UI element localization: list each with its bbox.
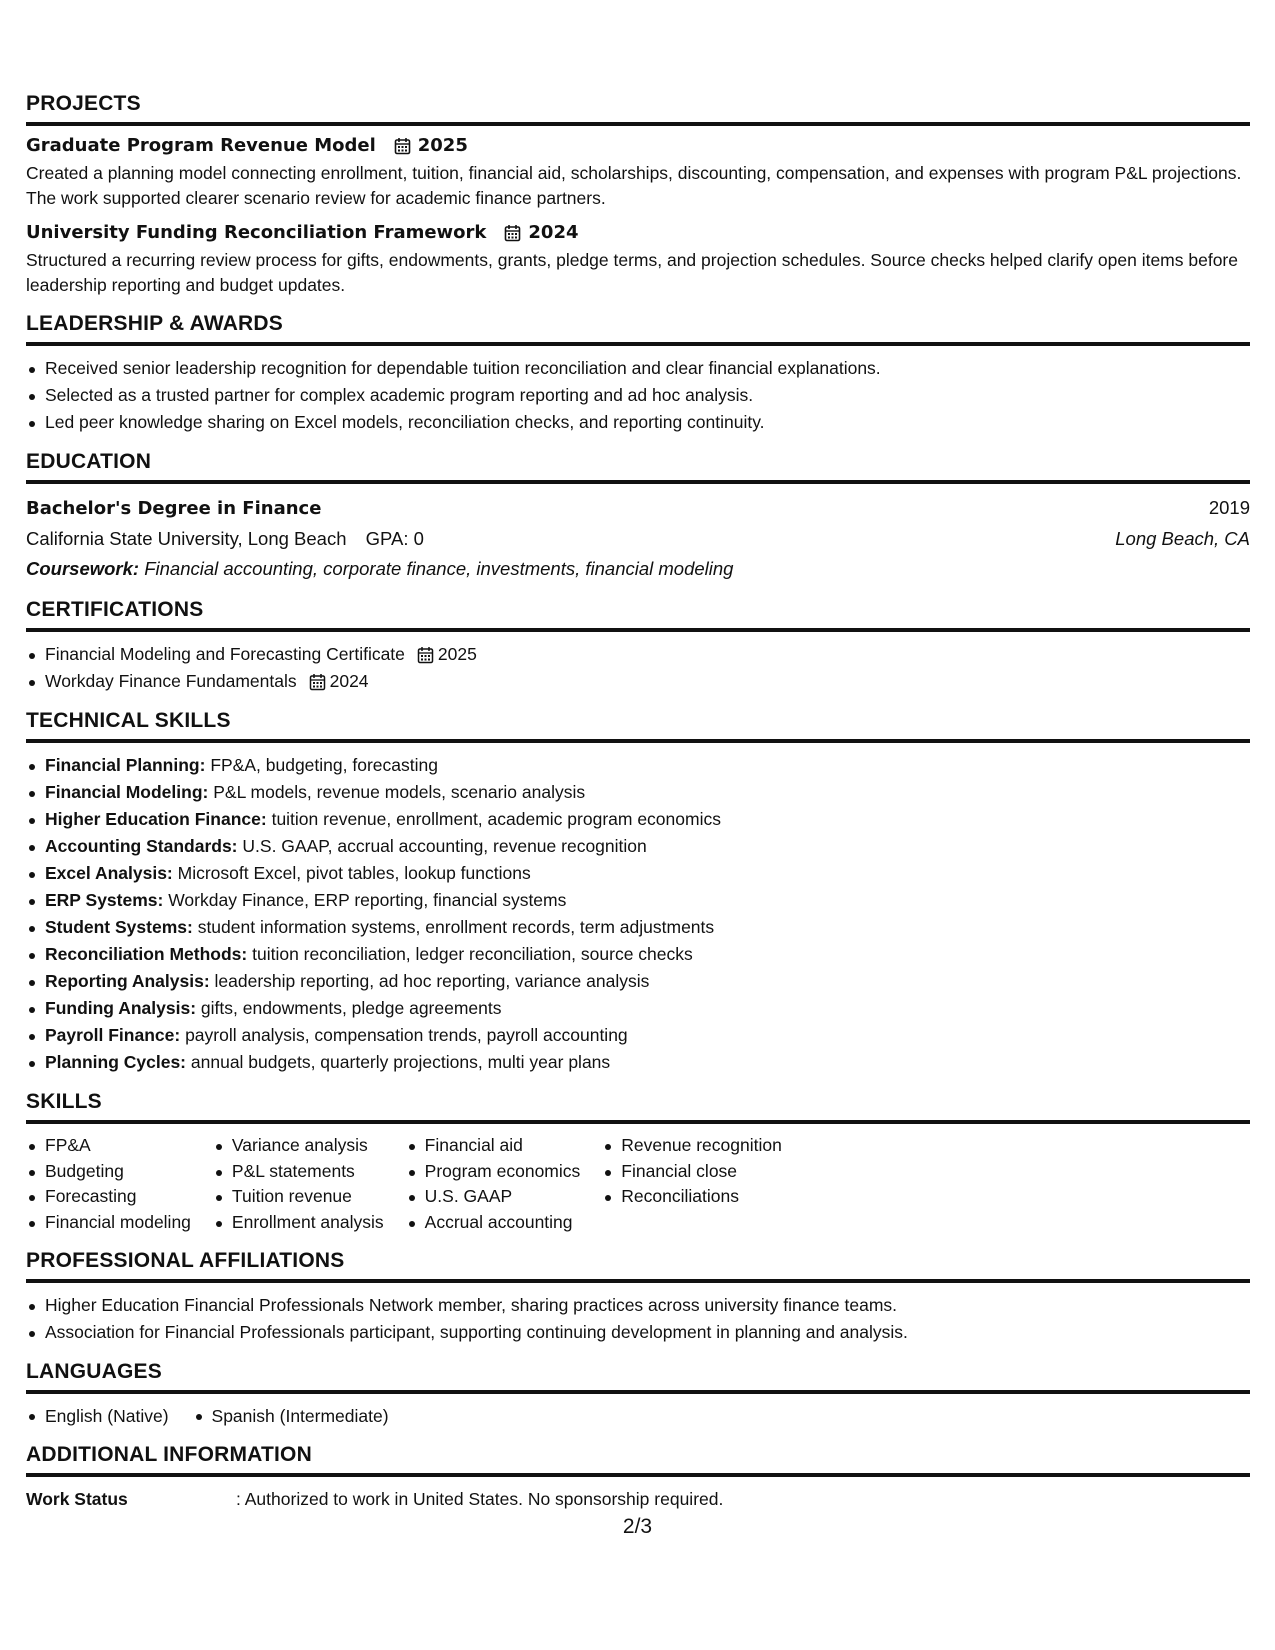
education-year: 2019 — [1208, 497, 1250, 518]
list-item: Higher Education Financial Professionals Network member, sharing practices across university finance teams. — [26, 1292, 1250, 1319]
education-coursework — [26, 554, 1250, 584]
technical-skill-value: annual budgets, quarterly projections, multi year plans — [190, 1052, 611, 1072]
technical-skill-label: Planning Cycles: — [45, 1052, 187, 1072]
technical-skill-label: Reconciliation Methods: — [45, 944, 248, 964]
project-description: Structured a recurring review process for gifts, endowments, grants, pledge terms, and projection schedules. Source checks helped clarify open items before leadership reporting and budget updates. — [26, 250, 1238, 295]
additional-section — [26, 1443, 1250, 1512]
page-number: 2/3 — [622, 1515, 653, 1538]
education-gpa: GPA: 0 — [365, 528, 424, 549]
technical-skill-value: leadership reporting, ad hoc reporting, variance analysis — [214, 971, 650, 991]
calendar-icon — [394, 137, 411, 155]
skill-item: Budgeting — [26, 1159, 191, 1185]
project-title: University Funding Reconciliation Framework — [26, 222, 487, 243]
skill-item: U.S. GAAP — [406, 1184, 581, 1210]
calendar-icon — [417, 646, 434, 664]
technical-skill-item — [26, 752, 1250, 779]
work-status-label: Work Status — [26, 1489, 128, 1510]
technical-skill-value: tuition revenue, enrollment, academic program economics — [271, 809, 721, 829]
certification-year: 2024 — [329, 671, 369, 691]
technical-skill-label: Student Systems: — [45, 917, 193, 937]
list-item: Selected as a trusted partner for complex academic program reporting and ad hoc analysis. — [26, 382, 1250, 409]
skill-item: P&L statements — [213, 1159, 384, 1185]
calendar-icon — [309, 673, 326, 691]
technical-skill-label: Financial Modeling: — [45, 782, 209, 802]
technical-skill-label: Payroll Finance: — [45, 1025, 181, 1045]
technical-skill-item — [26, 1049, 1250, 1076]
section-title-additional: ADDITIONAL INFORMATION — [26, 1443, 1250, 1477]
technical-skill-value: Microsoft Excel, pivot tables, lookup functions — [177, 863, 531, 883]
section-title-technical-skills: TECHNICAL SKILLS — [26, 709, 1250, 743]
section-title-certifications: CERTIFICATIONS — [26, 598, 1250, 632]
project-item — [26, 222, 1250, 298]
technical-skill-label: Higher Education Finance: — [45, 809, 267, 829]
technical-skill-label: Financial Planning: — [45, 755, 206, 775]
technical-skill-label: Reporting Analysis: — [45, 971, 210, 991]
list-item: Led peer knowledge sharing on Excel models, reconciliation checks, and reporting continuity. — [26, 409, 1250, 436]
skill-item: Program economics — [406, 1159, 581, 1185]
skill-item: Tuition revenue — [213, 1184, 384, 1210]
skills-column — [406, 1133, 581, 1235]
certification-year: 2025 — [437, 644, 477, 664]
skill-item: Enrollment analysis — [213, 1210, 384, 1236]
education-section — [26, 450, 1250, 584]
skill-item: Revenue recognition — [602, 1133, 782, 1159]
languages-section — [26, 1360, 1250, 1429]
project-item — [26, 135, 1250, 211]
technical-skill-item — [26, 779, 1250, 806]
projects-section — [26, 92, 1250, 298]
skill-item: Accrual accounting — [406, 1210, 581, 1236]
skill-item: Financial modeling — [26, 1210, 191, 1236]
education-school: California State University, Long Beach — [26, 528, 347, 549]
technical-skill-item — [26, 995, 1250, 1022]
technical-skills-list — [26, 752, 1250, 1076]
project-description: Created a planning model connecting enrollment, tuition, financial aid, scholarships, discounting, compensation, and expenses with program P&L projections. The work supported clearer scenario review for academic finance partners. — [26, 163, 1242, 208]
education-location: Long Beach, CA — [1115, 528, 1250, 549]
technical-skill-item — [26, 860, 1250, 887]
technical-skill-item — [26, 968, 1250, 995]
project-year: 2025 — [417, 135, 468, 156]
section-title-languages: LANGUAGES — [26, 1360, 1250, 1394]
skill-item: Financial close — [602, 1159, 782, 1185]
technical-skill-value: student information systems, enrollment records, term adjustments — [197, 917, 715, 937]
technical-skill-item — [26, 914, 1250, 941]
technical-skill-value: gifts, endowments, pledge agreements — [200, 998, 502, 1018]
technical-skill-item — [26, 833, 1250, 860]
technical-skill-value: payroll analysis, compensation trends, payroll accounting — [185, 1025, 628, 1045]
certification-name: Workday Finance Fundamentals — [45, 671, 297, 691]
certification-item — [26, 641, 1250, 668]
section-title-projects: PROJECTS — [26, 92, 1250, 126]
project-year: 2024 — [528, 222, 579, 243]
skills-column — [602, 1133, 782, 1235]
technical-skill-label: Excel Analysis: — [45, 863, 173, 883]
list-item: Association for Financial Professionals participant, supporting continuing development in planning and analysis. — [26, 1319, 1250, 1346]
work-status-value: : Authorized to work in United States. No sponsorship required. — [236, 1489, 724, 1510]
project-title: Graduate Program Revenue Model — [26, 135, 376, 156]
list-item: Received senior leadership recognition for dependable tuition reconciliation and clear financial explanations. — [26, 355, 1250, 382]
coursework-text: Financial accounting, corporate finance, investments, financial modeling — [144, 558, 734, 579]
affiliations-section — [26, 1249, 1250, 1346]
section-title-leadership: LEADERSHIP & AWARDS — [26, 312, 1250, 346]
technical-skill-value: tuition reconciliation, ledger reconciliation, source checks — [252, 944, 693, 964]
technical-skills-section — [26, 709, 1250, 1076]
language-item: English (Native) — [26, 1403, 169, 1429]
technical-skill-label: Funding Analysis: — [45, 998, 197, 1018]
section-title-skills: SKILLS — [26, 1090, 1250, 1124]
skill-item: Variance analysis — [213, 1133, 384, 1159]
leadership-section — [26, 312, 1250, 436]
section-title-affiliations: PROFESSIONAL AFFILIATIONS — [26, 1249, 1250, 1283]
technical-skill-value: FP&A, budgeting, forecasting — [210, 755, 438, 775]
skill-item: Forecasting — [26, 1184, 191, 1210]
skill-item: Financial aid — [406, 1133, 581, 1159]
technical-skill-label: ERP Systems: — [45, 890, 164, 910]
technical-skill-item — [26, 1022, 1250, 1049]
technical-skill-value: P&L models, revenue models, scenario analysis — [213, 782, 586, 802]
technical-skill-value: U.S. GAAP, accrual accounting, revenue recognition — [242, 836, 647, 856]
technical-skill-item — [26, 887, 1250, 914]
skills-column — [26, 1133, 191, 1235]
skills-grid — [26, 1133, 1250, 1235]
skill-item: FP&A — [26, 1133, 191, 1159]
skill-item: Reconciliations — [602, 1184, 782, 1210]
resume-page — [26, 92, 1250, 1526]
technical-skill-value: Workday Finance, ERP reporting, financial systems — [168, 890, 567, 910]
technical-skill-item — [26, 806, 1250, 833]
coursework-label: Coursework: — [26, 558, 140, 579]
calendar-icon — [504, 224, 521, 242]
section-title-education: EDUCATION — [26, 450, 1250, 484]
skills-section — [26, 1090, 1250, 1235]
language-item: Spanish (Intermediate) — [193, 1403, 389, 1429]
education-degree: Bachelor's Degree in Finance — [26, 498, 322, 519]
technical-skill-label: Accounting Standards: — [45, 836, 238, 856]
certification-item — [26, 668, 1250, 695]
certifications-section — [26, 598, 1250, 695]
skills-column — [213, 1133, 384, 1235]
certification-name: Financial Modeling and Forecasting Certificate — [45, 644, 405, 664]
technical-skill-item — [26, 941, 1250, 968]
